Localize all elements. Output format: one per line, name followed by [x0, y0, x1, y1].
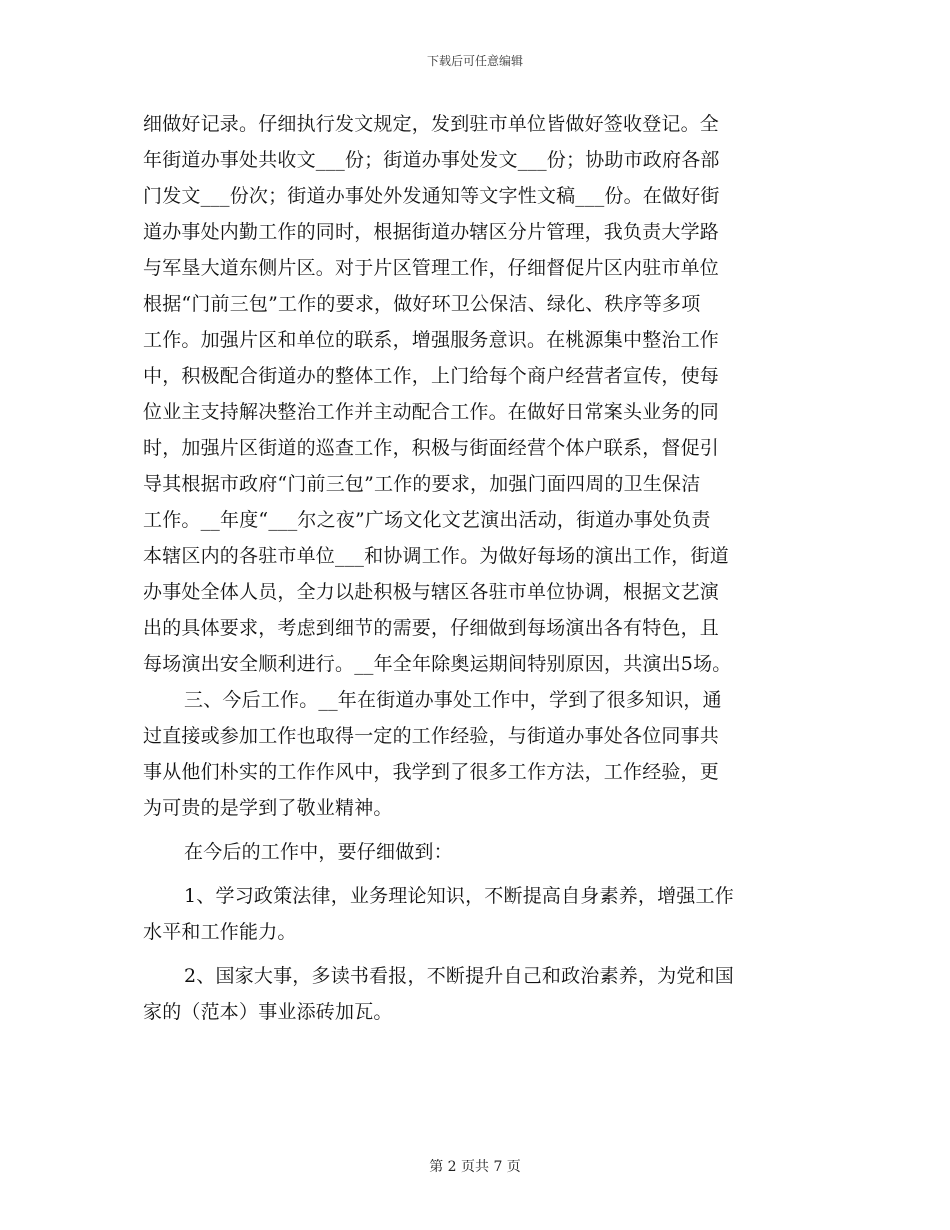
- text-line: 为可贵的是学到了敬业精神。: [143, 797, 393, 819]
- text-line: 水平和工作能力。: [143, 921, 297, 943]
- text-line: 三、今后工作。__年在街道办事处工作中，学到了很多知识，通: [184, 689, 722, 711]
- text-line: 道办事处内勤工作的同时，根据街道办辖区分片管理，我负责大学路: [143, 221, 720, 243]
- text-line: 2、国家大事，多读书看报，不断提升自己和政治素养，为党和国: [184, 965, 734, 987]
- paragraph: [143, 106, 808, 682]
- text-line: 过直接或参加工作也取得一定的工作经验，与街道办事处各位同事共: [143, 725, 720, 747]
- text-line: 细做好记录。仔细执行发文规定，发到驻市单位皆做好签收登记。全: [143, 113, 720, 135]
- document-body: [143, 106, 808, 1030]
- paragraph: [143, 682, 808, 826]
- text-line: 每场演出安全顺利进行。__年全年除奥运期间特别原因，共演出5场。: [143, 653, 732, 675]
- text-line: 时，加强片区街道的巡查工作，积极与街面经营个体户联系，督促引: [143, 437, 720, 459]
- paragraph: [143, 834, 808, 870]
- text-line: 中，积极配合街道办的整体工作，上门给每个商户经营者宣传，使每: [143, 365, 720, 387]
- page-footer: 第 2 页共 7 页: [429, 1159, 521, 1175]
- text-line: 事从他们朴实的工作作风中，我学到了很多工作方法，工作经验，更: [143, 761, 720, 783]
- text-line: 在今后的工作中，要仔细做到：: [184, 841, 453, 863]
- text-line: 门发文___份次；街道办事处外发通知等文字性文稿___份。在做好街: [143, 185, 720, 207]
- text-line: 导其根据市政府“门前三包”工作的要求，加强门面四周的卫生保洁: [143, 473, 701, 495]
- text-line: 办事处全体人员，全力以赴积极与辖区各驻市单位协调，根据文艺演: [143, 581, 720, 603]
- text-line: 年街道办事处共收文___份；街道办事处发文___份；协助市政府各部: [143, 149, 720, 171]
- text-line: 工作。__年度“___尔之夜”广场文化文艺演出活动，街道办事处负责: [143, 509, 711, 531]
- text-line: 根据“门前三包”工作的要求，做好环卫公保洁、绿化、秩序等多项: [143, 293, 701, 315]
- text-line: 出的具体要求，考虑到细节的需要，仔细做到每场演出各有特色，且: [143, 617, 720, 639]
- text-line: 位业主支持解决整治工作并主动配合工作。在做好日常案头业务的同: [143, 401, 720, 423]
- paragraph: [143, 958, 808, 1030]
- text-line: 本辖区内的各驻市单位___和协调工作。为做好每场的演出工作，街道: [143, 545, 729, 567]
- page-header: 下载后可任意编辑: [426, 54, 523, 68]
- text-line: 与军垦大道东侧片区。对于片区管理工作，仔细督促片区内驻市单位: [143, 257, 720, 279]
- text-line: 工作。加强片区和单位的联系，增强服务意识。在桃源集中整治工作: [143, 329, 720, 351]
- paragraph: [143, 878, 808, 950]
- text-line: 家的（范本）事业添砖加瓦。: [143, 1001, 393, 1023]
- text-line: 1、学习政策法律，业务理论知识，不断提高自身素养，增强工作: [184, 885, 734, 907]
